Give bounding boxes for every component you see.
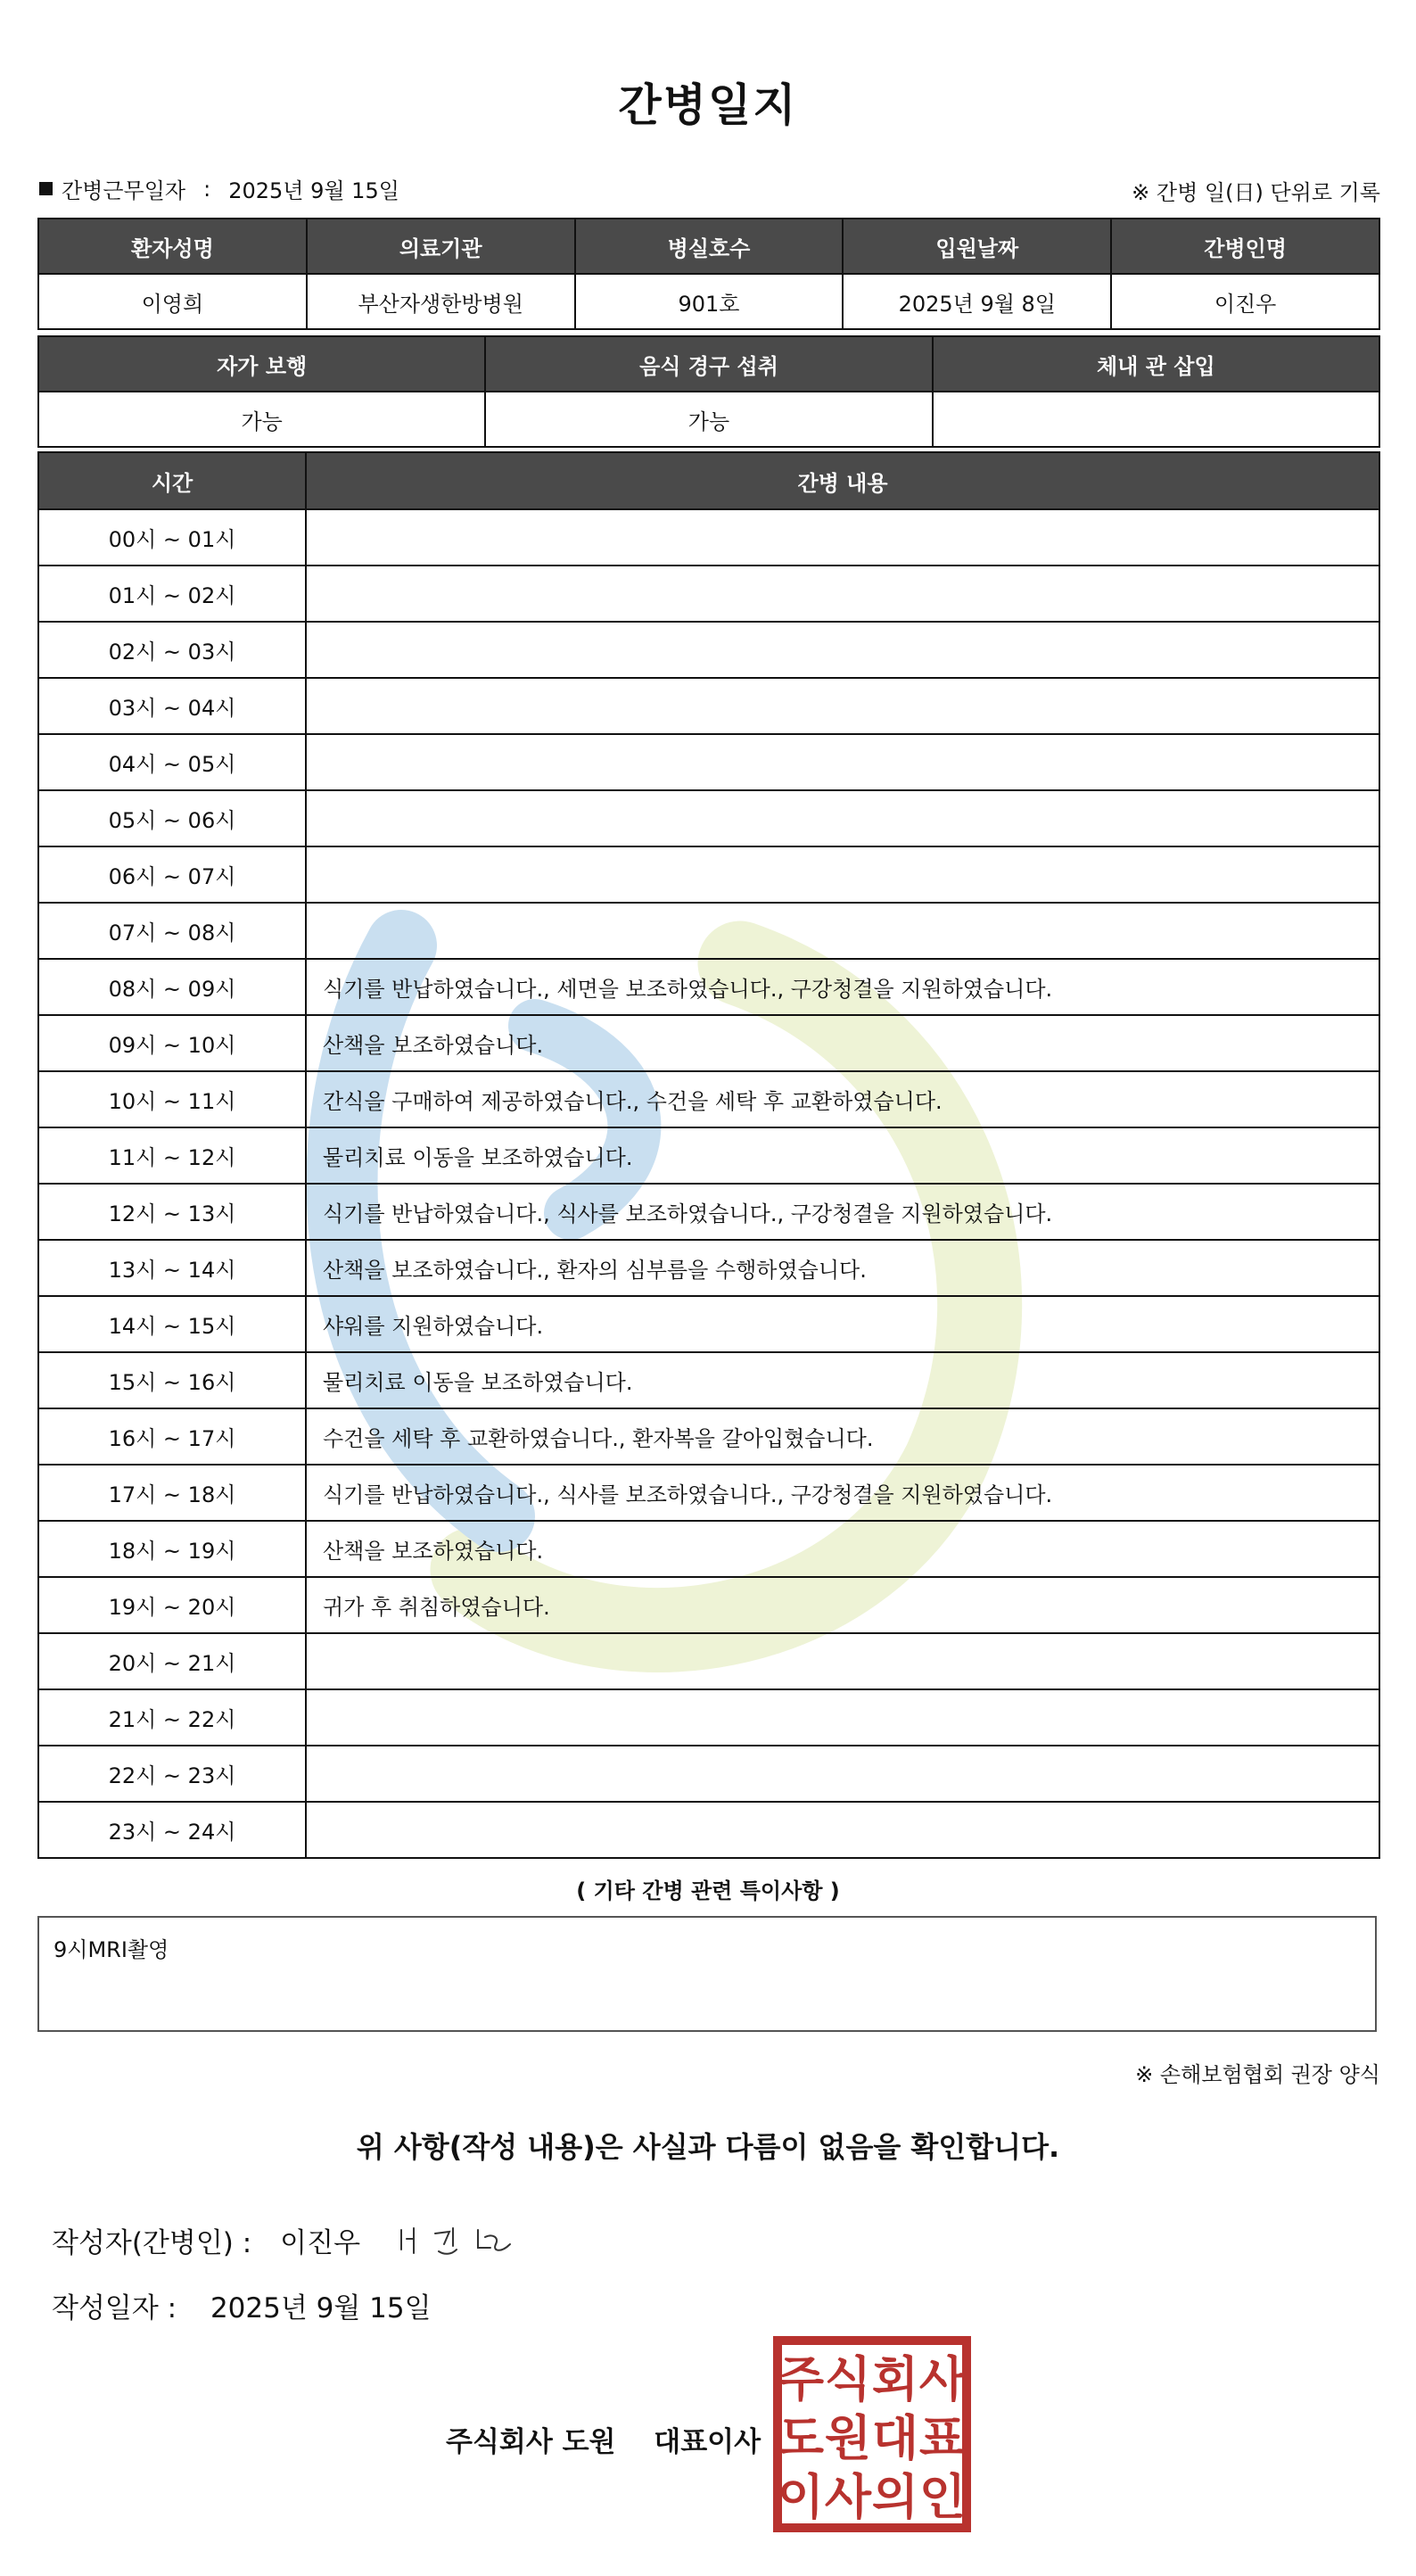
table-row: [38, 1127, 1379, 1184]
care-content-cell: 샤워를 지원하였습니다.: [306, 1296, 1379, 1352]
care-content-cell: 산책을 보조하였습니다.: [306, 1521, 1379, 1577]
table-row: [38, 566, 1379, 622]
time-cell: 23시 ~ 24시: [38, 1802, 306, 1858]
table-row: [38, 903, 1379, 959]
care-content-cell: 물리치료 이동을 보조하였습니다.: [306, 1127, 1379, 1184]
seal-character: 표: [918, 2410, 967, 2466]
seal-character: 사: [918, 2351, 967, 2407]
table-row: [38, 846, 1379, 903]
room-header: 병실호수: [575, 219, 844, 274]
patient-name-cell: 이영희: [38, 274, 307, 329]
seal-character: 대: [871, 2410, 919, 2466]
time-cell: 11시 ~ 12시: [38, 1127, 306, 1184]
special-notes-box: [37, 1916, 1377, 2032]
unit-note: ※ 간병 일(日) 단위로 기록: [1132, 180, 1380, 205]
self-walking-cell: 가능: [38, 392, 485, 447]
hourly-care-log-table: [37, 451, 1380, 1859]
table-row: [38, 1352, 1379, 1408]
table-row: [38, 1521, 1379, 1577]
log-header-row: [38, 452, 1379, 509]
writer-label: 작성자(간병인) :: [52, 2226, 252, 2259]
time-cell: 12시 ~ 13시: [38, 1184, 306, 1240]
table-row: [38, 622, 1379, 678]
special-notes-text: 9시MRI촬영: [54, 1937, 169, 1962]
time-cell: 10시 ~ 11시: [38, 1071, 306, 1127]
company-line: [446, 2419, 761, 2459]
care-content-cell: [306, 1689, 1379, 1746]
seal-character: 이: [777, 2469, 825, 2525]
time-cell: 03시 ~ 04시: [38, 678, 306, 734]
time-cell: 05시 ~ 06시: [38, 790, 306, 846]
care-content-cell: [306, 622, 1379, 678]
notes-title: ( 기타 간병 관련 특이사항 ): [576, 1878, 840, 1903]
patient-info-table: [37, 218, 1380, 330]
writer-line: [52, 2217, 526, 2262]
handwritten-signature-icon: [392, 2217, 526, 2262]
table-row: [38, 1465, 1379, 1521]
table-row: [38, 959, 1379, 1015]
self-walking-header: 자가 보행: [38, 336, 485, 392]
time-cell: 18시 ~ 19시: [38, 1521, 306, 1577]
care-content-cell: [306, 734, 1379, 790]
hospital-cell: 부산자생한방병원: [307, 274, 575, 329]
seal-character: 의: [871, 2469, 919, 2525]
table-row: [38, 1577, 1379, 1633]
admission-date-header: 입원날짜: [843, 219, 1111, 274]
table-row: [38, 509, 1379, 566]
oral-intake-cell: 가능: [485, 392, 932, 447]
representative-title: 대표이사: [654, 2426, 762, 2458]
company-seal-stamp-icon: [772, 2335, 972, 2533]
written-date-line: [52, 2285, 432, 2325]
patient-info-value-row: [38, 274, 1379, 329]
table-row: [38, 734, 1379, 790]
patient-name-header: 환자성명: [38, 219, 307, 274]
care-content-cell: [306, 566, 1379, 622]
table-row: [38, 1633, 1379, 1689]
written-date-label: 작성일자 :: [52, 2292, 177, 2324]
work-date-colon: :: [203, 176, 211, 202]
time-cell: 06시 ~ 07시: [38, 846, 306, 903]
table-row: [38, 1071, 1379, 1127]
time-cell: 00시 ~ 01시: [38, 509, 306, 566]
time-cell: 08시 ~ 09시: [38, 959, 306, 1015]
care-content-cell: 수건을 세탁 후 교환하였습니다., 환자복을 갈아입혔습니다.: [306, 1408, 1379, 1465]
time-cell: 16시 ~ 17시: [38, 1408, 306, 1465]
time-cell: 02시 ~ 03시: [38, 622, 306, 678]
time-cell: 14시 ~ 15시: [38, 1296, 306, 1352]
table-row: [38, 1296, 1379, 1352]
table-row: [38, 1184, 1379, 1240]
care-content-cell: 귀가 후 취침하였습니다.: [306, 1577, 1379, 1633]
time-cell: 13시 ~ 14시: [38, 1240, 306, 1296]
work-date-line: [39, 173, 399, 204]
care-content-cell: [306, 1633, 1379, 1689]
oral-intake-header: 음식 경구 섭취: [485, 336, 932, 392]
care-content-cell: [306, 509, 1379, 566]
caregiver-name-header: 간병인명: [1111, 219, 1379, 274]
company-name: 주식회사 도원: [446, 2426, 616, 2458]
time-cell: 22시 ~ 23시: [38, 1746, 306, 1802]
care-content-cell: 식기를 반납하였습니다., 세면을 보조하였습니다., 구강청결을 지원하였습니다.: [306, 959, 1379, 1015]
page-title: 간병일지: [618, 79, 798, 131]
seal-character: 식: [824, 2351, 872, 2407]
care-content-cell: 산책을 보조하였습니다., 환자의 심부름을 수행하였습니다.: [306, 1240, 1379, 1296]
room-cell: 901호: [575, 274, 844, 329]
table-row: [38, 678, 1379, 734]
recommendation-note: ※ 손해보험협회 권장 양식: [1135, 2062, 1380, 2087]
care-content-cell: [306, 678, 1379, 734]
seal-character: 주: [777, 2351, 825, 2407]
admission-date-cell: 2025년 9월 8일: [843, 274, 1111, 329]
seal-character: 도: [777, 2410, 825, 2466]
patient-condition-table: [37, 335, 1380, 448]
time-cell: 19시 ~ 20시: [38, 1577, 306, 1633]
seal-character: 원: [824, 2410, 872, 2466]
table-row: [38, 1689, 1379, 1746]
time-cell: 21시 ~ 22시: [38, 1689, 306, 1746]
care-content-cell: [306, 903, 1379, 959]
content-column-header: 간병 내용: [306, 452, 1379, 509]
table-row: [38, 790, 1379, 846]
care-content-cell: [306, 846, 1379, 903]
tube-insertion-cell: [933, 392, 1379, 447]
time-cell: 09시 ~ 10시: [38, 1015, 306, 1071]
care-content-cell: 물리치료 이동을 보조하였습니다.: [306, 1352, 1379, 1408]
table-row: [38, 1240, 1379, 1296]
care-content-cell: 식기를 반납하였습니다., 식사를 보조하였습니다., 구강청결을 지원하였습니다.: [306, 1465, 1379, 1521]
care-content-cell: [306, 1802, 1379, 1858]
work-date-label: 간병근무일자: [62, 178, 186, 203]
care-content-cell: 간식을 구매하여 제공하였습니다., 수건을 세탁 후 교환하였습니다.: [306, 1071, 1379, 1127]
time-cell: 15시 ~ 16시: [38, 1352, 306, 1408]
care-content-cell: [306, 790, 1379, 846]
hospital-header: 의료기관: [307, 219, 575, 274]
writer-name: 이진우: [280, 2226, 361, 2259]
time-column-header: 시간: [38, 452, 306, 509]
caregiver-name-cell: 이진우: [1111, 274, 1379, 329]
table-row: [38, 1015, 1379, 1071]
confirmation-statement: 위 사항(작성 내용)은 사실과 다름이 없음을 확인합니다.: [356, 2130, 1060, 2164]
seal-character: 사: [824, 2469, 872, 2525]
time-cell: 20시 ~ 21시: [38, 1633, 306, 1689]
care-content-cell: 식기를 반납하였습니다., 식사를 보조하였습니다., 구강청결을 지원하였습니다.: [306, 1184, 1379, 1240]
condition-header-row: [38, 336, 1379, 392]
table-row: [38, 1746, 1379, 1802]
care-content-cell: 산책을 보조하였습니다.: [306, 1015, 1379, 1071]
seal-character: 인: [918, 2469, 967, 2525]
table-row: [38, 1802, 1379, 1858]
condition-value-row: [38, 392, 1379, 447]
table-row: [38, 1408, 1379, 1465]
log-body: [38, 509, 1379, 1858]
time-cell: 07시 ~ 08시: [38, 903, 306, 959]
written-date-value: 2025년 9월 15일: [210, 2292, 432, 2324]
work-date-value: 2025년 9월 15일: [228, 178, 399, 203]
square-bullet-icon: [39, 182, 53, 195]
care-content-cell: [306, 1746, 1379, 1802]
tube-insertion-header: 체내 관 삽입: [933, 336, 1379, 392]
time-cell: 01시 ~ 02시: [38, 566, 306, 622]
patient-info-header-row: [38, 219, 1379, 274]
time-cell: 17시 ~ 18시: [38, 1465, 306, 1521]
time-cell: 04시 ~ 05시: [38, 734, 306, 790]
seal-character: 회: [871, 2351, 919, 2407]
